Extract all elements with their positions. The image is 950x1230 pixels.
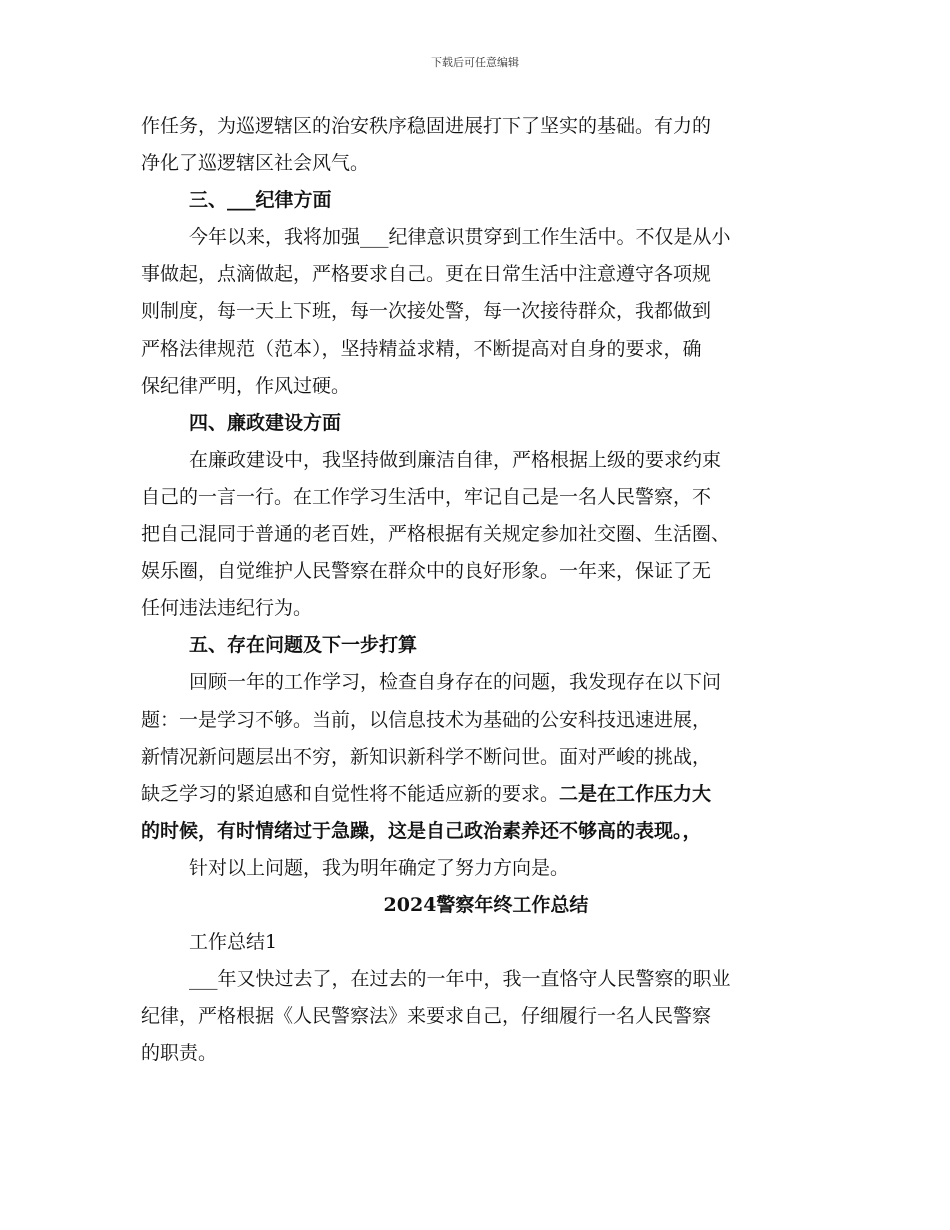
paragraph-text: 缺乏学习的紧迫感和自觉性将不能适应新的要求。 <box>141 782 560 805</box>
paragraph-line: 的职责。 <box>141 1042 218 1065</box>
paragraph-line: 针对以上问题，我为明年确定了努力方向是。 <box>189 856 570 879</box>
paragraph-line: 保纪律严明，作风过硬。 <box>141 374 351 397</box>
paragraph-line: 纪律，严格根据《人民警察法》来要求自己，仔细履行一名人民警察 <box>141 1005 712 1028</box>
section-heading: 四、廉政建设方面 <box>189 411 342 434</box>
document-body <box>141 108 831 1072</box>
paragraph-line: 则制度，每一天上下班，每一次接处警，每一次接待群众，我都做到 <box>141 300 712 323</box>
paragraph-line: 事做起，点滴做起，严格要求自己。更在日常生活中注意遵守各项规 <box>141 263 712 286</box>
section-heading: 三、___纪律方面 <box>189 189 332 212</box>
paragraph-line <box>141 776 831 813</box>
bold-text: 二是在工作压力大 <box>559 782 712 805</box>
paragraph-line: 回顾一年的工作学习，检查自身存在的问题，我发现存在以下问 <box>189 671 722 694</box>
paragraph-line: ___年又快过去了，在过去的一年中，我一直恪守人民警察的职业 <box>189 968 731 991</box>
paragraph-line: 作任务，为巡逻辖区的治安秩序稳固进展打下了坚实的基础。有力的 <box>141 115 712 137</box>
page-header: 下载后可任意编辑 <box>431 56 519 69</box>
paragraph-line: 题：一是学习不够。当前，以信息技术为基础的公安科技迅速进展， <box>141 708 712 731</box>
document-title: 2024警察年终工作总结 <box>383 893 589 916</box>
subsection-label: 工作总结1 <box>189 931 278 954</box>
paragraph-line: 自己的一言一行。在工作学习生活中，牢记自己是一名人民警察，不 <box>141 485 712 508</box>
paragraph-line: 净化了巡逻辖区社会风气。 <box>141 152 370 175</box>
paragraph-line: 任何违法违纪行为。 <box>141 597 313 620</box>
section-heading: 五、存在问题及下一步打算 <box>189 634 418 657</box>
paragraph-line: 在廉政建设中，我坚持做到廉洁自律，严格根据上级的要求约束 <box>189 448 722 471</box>
paragraph-line: 新情况新问题层出不穷，新知识新科学不断问世。面对严峻的挑战， <box>141 745 712 768</box>
paragraph-line: 严格法律规范（范本），坚持精益求精，不断提高对自身的要求，确 <box>141 337 702 360</box>
paragraph-line: 把自己混同于普通的老百姓，严格根据有关规定参加社交圈、生活圈、 <box>141 523 731 546</box>
paragraph-line: 今年以来，我将加强___纪律意识贯穿到工作生活中。不仅是从小 <box>189 226 731 249</box>
paragraph-line: 的时候，有时情绪过于急躁，这是自己政治素养还不够高的表现。， <box>141 819 702 842</box>
paragraph-line: 娱乐圈，自觉维护人民警察在群众中的良好形象。一年来，保证了无 <box>141 560 712 583</box>
